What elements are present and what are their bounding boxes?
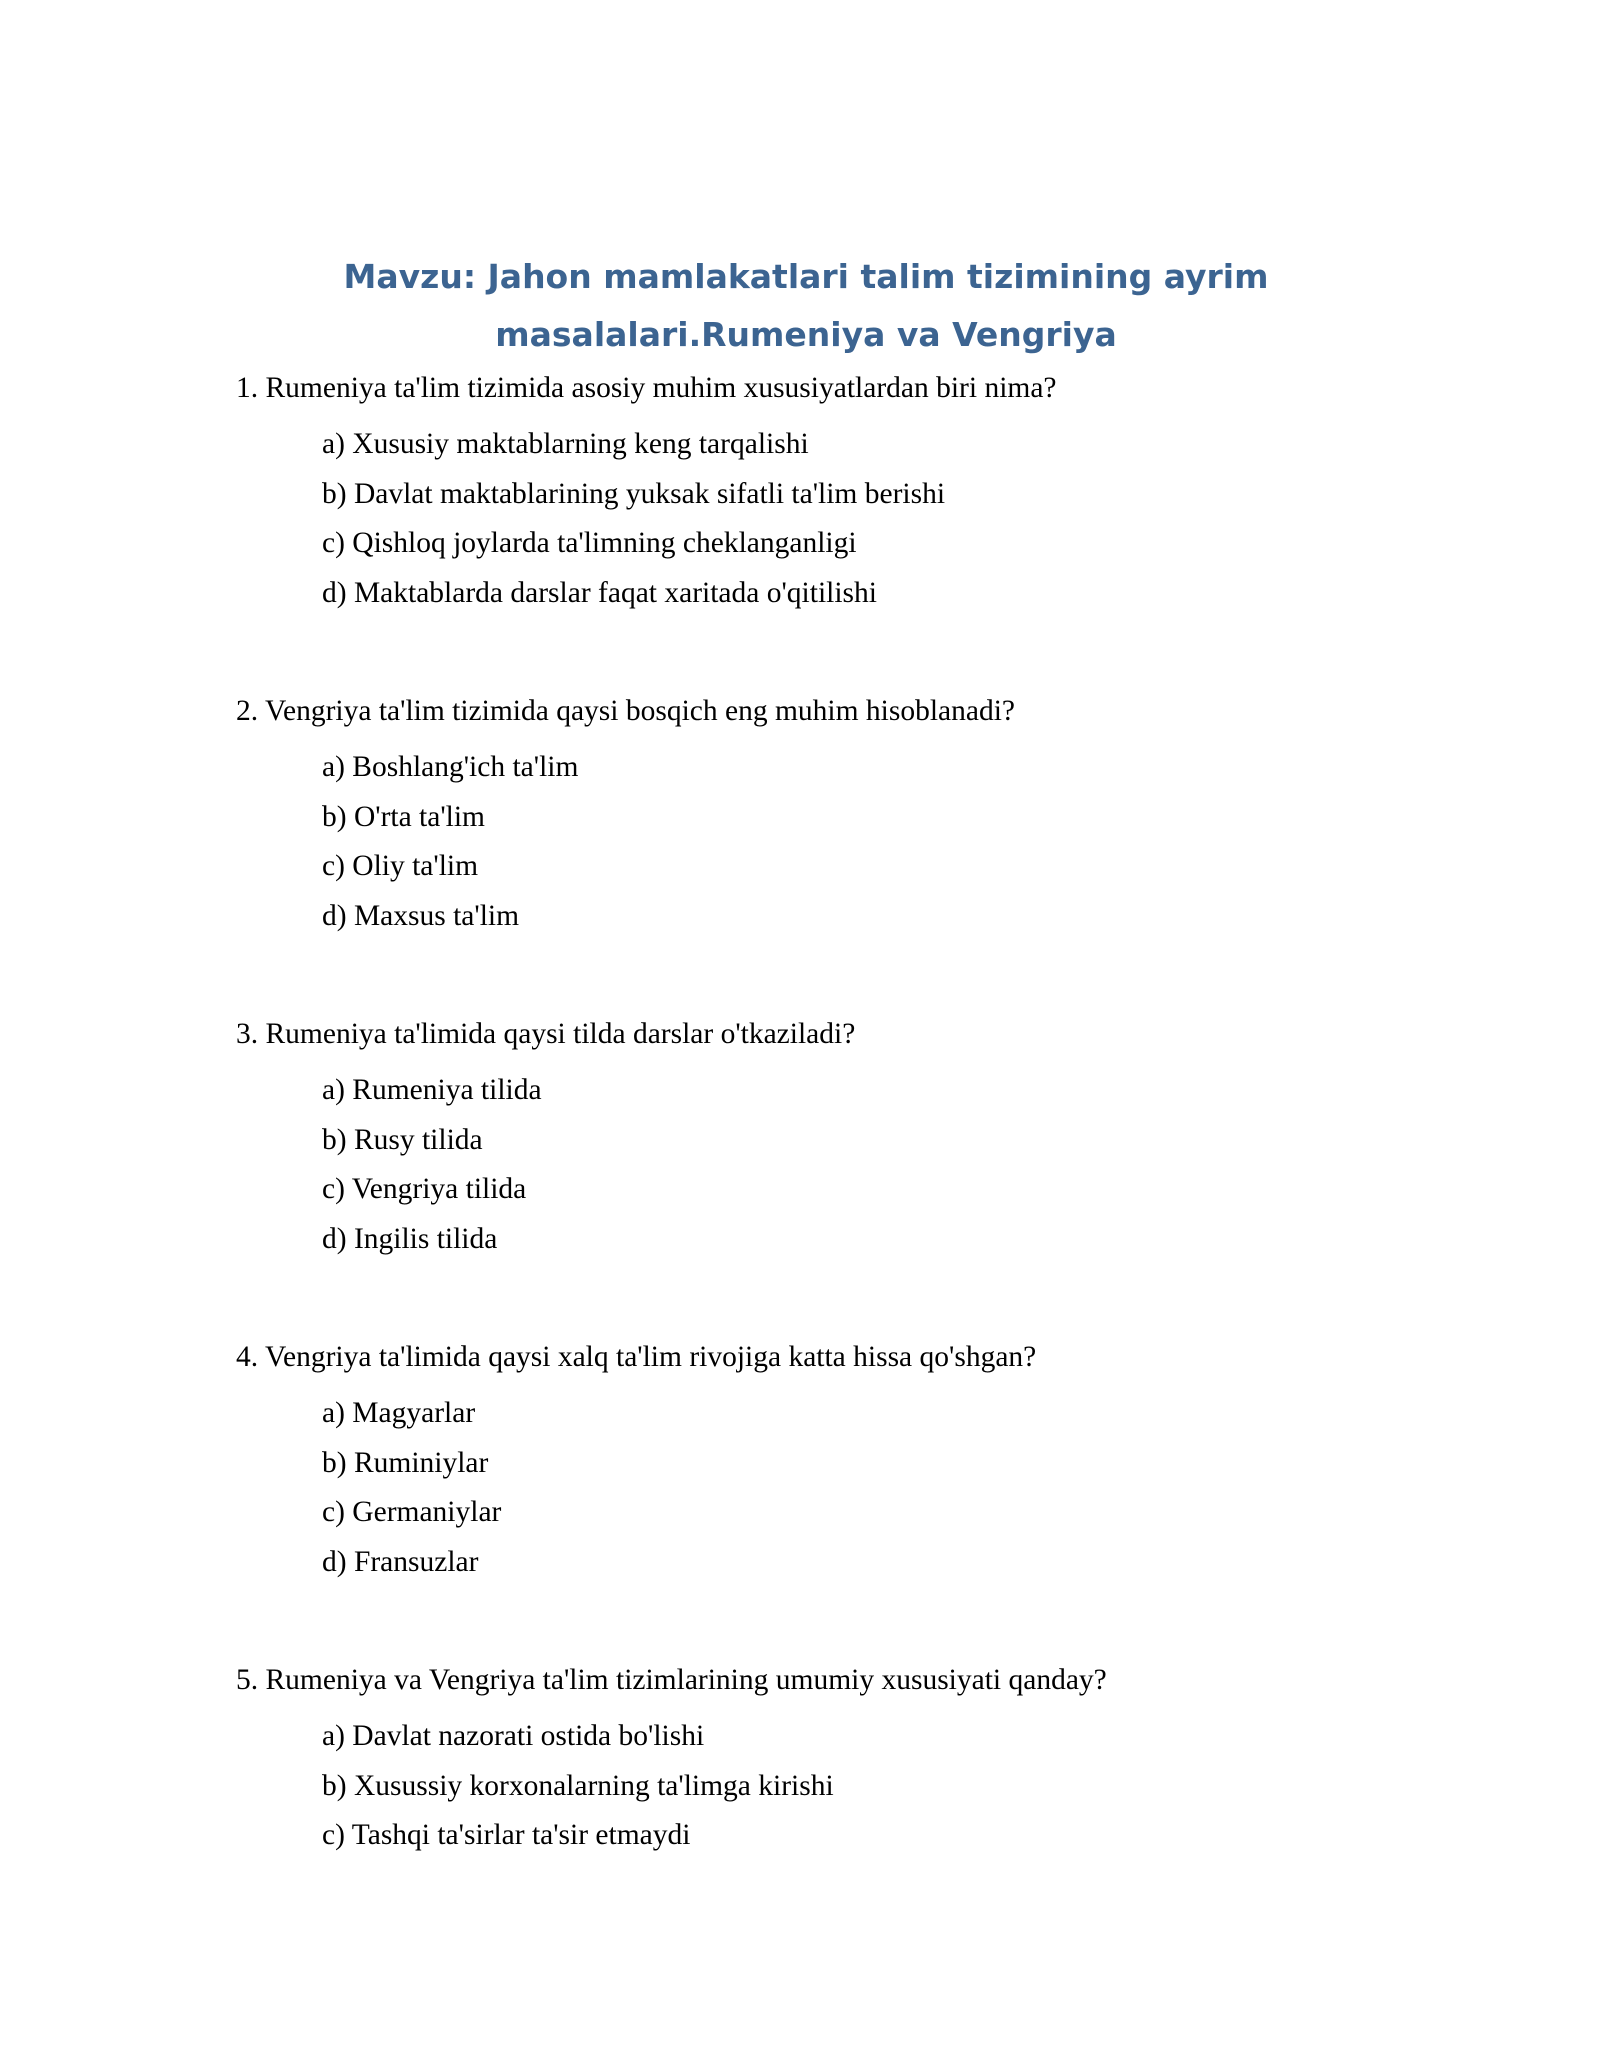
question-text: 5. Rumeniya va Vengriya ta'lim tizimlarining umumiy xususiyati qanday?	[236, 1664, 1107, 1696]
answer-options	[236, 1712, 1416, 1861]
option-a: a) Xususiy maktablarning keng tarqalishi	[322, 428, 809, 460]
option-c: c) Vengriya tilida	[322, 1173, 527, 1205]
option-d: d) Ingilis tilida	[322, 1222, 498, 1255]
question-1	[236, 368, 1416, 618]
option-b: b) Xusussiy korxonalarning ta'limga kirishi	[322, 1769, 834, 1802]
question-text: 2. Vengriya ta'lim tizimida qaysi bosqich eng muhim hisoblanadi?	[236, 695, 1016, 727]
option-a: a) Davlat nazorati ostida bo'lishi	[322, 1720, 705, 1752]
option-b: b) O'rta ta'lim	[322, 800, 485, 833]
answer-options	[236, 743, 1416, 941]
option-b: b) Ruminiylar	[322, 1446, 489, 1479]
answer-options	[236, 1389, 1416, 1587]
option-c: c) Qishloq joylarda ta'limning cheklanganligi	[322, 527, 857, 559]
option-b: b) Rusy tilida	[322, 1123, 483, 1156]
question-text: 3. Rumeniya ta'limida qaysi tilda darslar o'tkaziladi?	[236, 1018, 856, 1050]
option-d: d) Maktablarda darslar faqat xaritada o'qitilishi	[322, 576, 877, 609]
option-d: d) Maxsus ta'lim	[322, 899, 520, 932]
option-a: a) Rumeniya tilida	[322, 1074, 542, 1106]
option-d: d) Fransuzlar	[322, 1545, 479, 1578]
page-title	[236, 248, 1376, 364]
question-list	[236, 368, 1416, 1861]
option-a: a) Magyarlar	[322, 1397, 476, 1429]
title-line-2: masalalari.Rumeniya va Vengriya	[495, 315, 1117, 354]
title-line-1: Mavzu: Jahon mamlakatlari talim tizimining ayrim	[343, 257, 1269, 296]
question-2	[236, 691, 1416, 941]
option-c: c) Oliy ta'lim	[322, 850, 479, 882]
question-text: 4. Vengriya ta'limida qaysi xalq ta'lim rivojiga katta hissa qo'shgan?	[236, 1341, 1037, 1373]
answer-options	[236, 420, 1416, 618]
option-c: c) Germaniylar	[322, 1496, 502, 1528]
option-c: c) Tashqi ta'sirlar ta'sir etmaydi	[322, 1819, 691, 1851]
option-a: a) Boshlang'ich ta'lim	[322, 751, 579, 783]
option-b: b) Davlat maktablarining yuksak sifatli ta'lim berishi	[322, 477, 946, 510]
question-4	[236, 1337, 1416, 1587]
question-text: 1. Rumeniya ta'lim tizimida asosiy muhim xususiyatlardan biri nima?	[236, 372, 1057, 404]
question-5	[236, 1660, 1416, 1861]
answer-options	[236, 1066, 1416, 1264]
question-3	[236, 1014, 1416, 1264]
